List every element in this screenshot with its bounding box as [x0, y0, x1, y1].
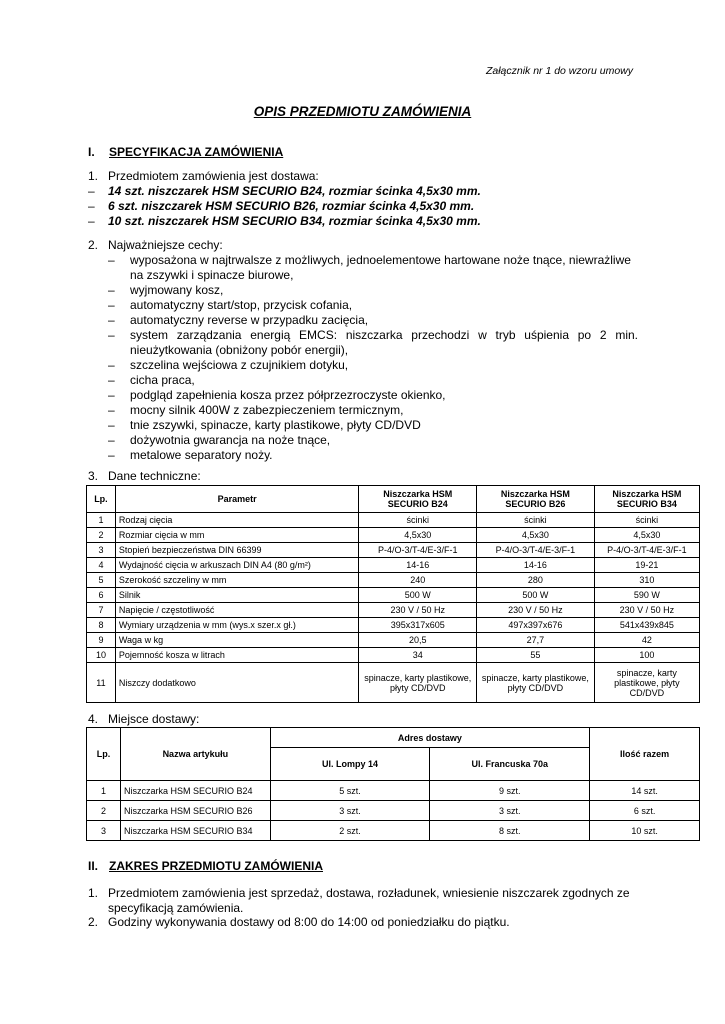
cell-b34: spinacze, karty plastikowe, płyty CD/DVD: [594, 663, 699, 703]
feature-item: [108, 328, 638, 358]
cell-parameter: Wydajność cięcia w arkuszach DIN A4 (80 g/m²): [115, 558, 359, 573]
cell-b26: 230 V / 50 Hz: [477, 603, 595, 618]
document-title-text: OPIS PRZEDMIOTU ZAMÓWIENIA: [253, 104, 472, 119]
dash-marker: –: [108, 418, 115, 432]
feature-text: dożywotnia gwarancja na noże tnące,: [130, 433, 331, 447]
header-b24: [359, 486, 477, 513]
cell-b24: 395x317x605: [359, 618, 477, 633]
cell-b26: 500 W: [477, 588, 595, 603]
header-delivery-address: Adres dostawy: [270, 728, 589, 748]
cell-lp: 2: [87, 801, 121, 821]
item-2-number: 2.: [88, 238, 99, 252]
cell-b24: 230 V / 50 Hz: [359, 603, 477, 618]
cell-b34: 4,5x30: [594, 528, 699, 543]
cell-article-name: Niszczarka HSM SECURIO B34: [120, 821, 270, 841]
header-b34-line2: SECURIO B34: [616, 499, 677, 509]
table-header-row: [87, 486, 700, 513]
cell-b34: 100: [594, 648, 699, 663]
table-header-row: [87, 728, 700, 748]
feature-item: [108, 448, 638, 463]
scope-item-1-text: Przedmiotem zamówienia jest sprzedaż, dostawa, rozładunek, wniesienie niszczarek zgodnych ze specyfikacją zamówienia.: [108, 886, 630, 915]
cell-b34: P-4/O-3/T-4/E-3/F-1: [594, 543, 699, 558]
cell-parameter: Rozmiar cięcia w mm: [115, 528, 359, 543]
order-line: [88, 214, 648, 229]
cell-parameter: Stopień bezpieczeństwa DIN 66399: [115, 543, 359, 558]
cell-lp: 2: [87, 528, 116, 543]
section-1-title: SPECYFIKACJA ZAMÓWIENIA: [109, 145, 284, 159]
dash-marker: –: [108, 433, 115, 447]
cell-b24: 240: [359, 573, 477, 588]
section-1-heading: [88, 145, 283, 159]
cell-parameter: Wymiary urządzenia w mm (wys.x szer.x gł.): [115, 618, 359, 633]
scope-item-1-number: 1.: [88, 886, 99, 900]
feature-item: [108, 433, 638, 448]
table-row: [87, 588, 700, 603]
section-2-number: II.: [88, 859, 99, 873]
table-row: [87, 648, 700, 663]
cell-b34: 230 V / 50 Hz: [594, 603, 699, 618]
section-2-heading: [88, 859, 323, 873]
feature-text: automatyczny reverse w przypadku zacięcia,: [130, 313, 369, 327]
table-row: [87, 801, 700, 821]
table-row: [87, 633, 700, 648]
item-4-number: 4.: [88, 712, 99, 726]
feature-item: [108, 298, 638, 313]
cell-qty-francuska: 9 szt.: [430, 781, 590, 801]
cell-lp: 1: [87, 781, 121, 801]
cell-qty-total: 14 szt.: [590, 781, 700, 801]
cell-b26: 497x397x676: [477, 618, 595, 633]
cell-lp: 6: [87, 588, 116, 603]
table-row: [87, 573, 700, 588]
cell-b34: 19-21: [594, 558, 699, 573]
cell-lp: 1: [87, 513, 116, 528]
cell-lp: 8: [87, 618, 116, 633]
feature-item: [108, 313, 638, 328]
dash-marker: –: [88, 199, 95, 213]
feature-item: [108, 418, 638, 433]
dash-marker: –: [108, 358, 115, 372]
cell-parameter: Niszczy dodatkowo: [115, 663, 359, 703]
cell-parameter: Waga w kg: [115, 633, 359, 648]
cell-b26: 55: [477, 648, 595, 663]
header-b34: [594, 486, 699, 513]
item-3-number: 3.: [88, 469, 99, 483]
cell-lp: 7: [87, 603, 116, 618]
annex-note: Załącznik nr 1 do wzoru umowy: [485, 65, 633, 77]
scope-item-2-number: 2.: [88, 915, 99, 929]
item-2-text: Najważniejsze cechy:: [108, 238, 223, 252]
cell-b26: 4,5x30: [477, 528, 595, 543]
cell-lp: 3: [87, 821, 121, 841]
feature-text: wyposażona w najtrwalsze z możliwych, jednoelementowe hartowane noże tnące, niewrażliwe na zszywki i spinacze biurowe,: [130, 253, 631, 282]
cell-b26: 280: [477, 573, 595, 588]
feature-text: szczelina wejściowa z czujnikiem dotyku,: [130, 358, 349, 372]
table-row: [87, 528, 700, 543]
cell-b34: 310: [594, 573, 699, 588]
section-2-title: ZAKRES PRZEDMIOTU ZAMÓWIENIA: [109, 859, 323, 873]
item-1-text: Przedmiotem zamówienia jest dostawa:: [108, 169, 319, 183]
cell-lp: 11: [87, 663, 116, 703]
cell-b26: spinacze, karty plastikowe, płyty CD/DVD: [477, 663, 595, 703]
cell-parameter: Szerokość szczeliny w mm: [115, 573, 359, 588]
cell-b26: 14-16: [477, 558, 595, 573]
cell-qty-francuska: 8 szt.: [430, 821, 590, 841]
cell-qty-lompy: 3 szt.: [270, 801, 430, 821]
header-b34-line1: Niszczarka HSM: [612, 489, 682, 499]
dash-marker: –: [108, 313, 115, 327]
cell-article-name: Niszczarka HSM SECURIO B26: [120, 801, 270, 821]
cell-qty-lompy: 2 szt.: [270, 821, 430, 841]
cell-qty-total: 6 szt.: [590, 801, 700, 821]
cell-parameter: Rodzaj cięcia: [115, 513, 359, 528]
feature-item: [108, 403, 638, 418]
scope-item-2-text: Godziny wykonywania dostawy od 8:00 do 14:00 od poniedziałku do piątku.: [108, 915, 510, 929]
cell-qty-lompy: 5 szt.: [270, 781, 430, 801]
cell-lp: 3: [87, 543, 116, 558]
table-row: [87, 663, 700, 703]
dash-marker: –: [108, 388, 115, 402]
cell-lp: 10: [87, 648, 116, 663]
section-1-number: I.: [88, 145, 95, 159]
cell-b24: 14-16: [359, 558, 477, 573]
feature-list: [108, 253, 638, 463]
feature-text: tnie zszywki, spinacze, karty plastikowe, płyty CD/DVD: [130, 418, 421, 432]
document-title: [0, 104, 725, 119]
item-1-number: 1.: [88, 169, 99, 183]
cell-b26: 27,7: [477, 633, 595, 648]
header-b24-line1: Niszczarka HSM: [383, 489, 453, 499]
feature-text: wyjmowany kosz,: [130, 283, 224, 297]
cell-article-name: Niszczarka HSM SECURIO B24: [120, 781, 270, 801]
item-3-text: Dane techniczne:: [108, 469, 201, 483]
feature-text: metalowe separatory noży.: [130, 448, 273, 462]
feature-text: system zarządzania energią EMCS: niszczarka przechodzi w tryb uśpienia po 2 min. nieużytkowania (obniżony pobór energii),: [130, 328, 638, 357]
cell-b24: 4,5x30: [359, 528, 477, 543]
table-row: [87, 543, 700, 558]
table-row: [87, 821, 700, 841]
cell-parameter: Pojemność kosza w litrach: [115, 648, 359, 663]
cell-b24: 20,5: [359, 633, 477, 648]
header-lp: Lp.: [87, 728, 121, 781]
dash-marker: –: [88, 214, 95, 228]
header-b24-line2: SECURIO B24: [387, 499, 448, 509]
order-line-text: 14 szt. niszczarek HSM SECURIO B24, rozmiar ścinka 4,5x30 mm.: [108, 184, 481, 198]
header-parameter: Parametr: [115, 486, 359, 513]
cell-lp: 4: [87, 558, 116, 573]
header-total-quantity: Ilość razem: [590, 728, 700, 781]
table-row: [87, 513, 700, 528]
cell-b34: 590 W: [594, 588, 699, 603]
order-lines: [88, 184, 648, 229]
dash-marker: –: [108, 403, 115, 417]
scope-item-1: [88, 886, 648, 916]
header-b26-line2: SECURIO B26: [505, 499, 566, 509]
dash-marker: –: [108, 283, 115, 297]
cell-qty-francuska: 3 szt.: [430, 801, 590, 821]
header-b26-line1: Niszczarka HSM: [500, 489, 570, 499]
feature-item: [108, 283, 638, 298]
header-address-francuska: Ul. Francuska 70a: [430, 748, 590, 781]
order-line: [88, 199, 648, 214]
dash-marker: –: [108, 253, 115, 267]
table-row: [87, 558, 700, 573]
dash-marker: –: [108, 373, 115, 387]
header-b26: [477, 486, 595, 513]
cell-b26: ścinki: [477, 513, 595, 528]
item-4-text: Miejsce dostawy:: [108, 712, 200, 726]
technical-data-table: [86, 485, 700, 703]
feature-item: [108, 253, 638, 283]
feature-text: automatyczny start/stop, przycisk cofania,: [130, 298, 353, 312]
cell-parameter: Napięcie / częstotliwość: [115, 603, 359, 618]
cell-qty-total: 10 szt.: [590, 821, 700, 841]
cell-b24: 34: [359, 648, 477, 663]
cell-b24: ścinki: [359, 513, 477, 528]
table-row: [87, 603, 700, 618]
dash-marker: –: [108, 328, 115, 342]
cell-b24: spinacze, karty plastikowe, płyty CD/DVD: [359, 663, 477, 703]
dash-marker: –: [88, 184, 95, 198]
header-address-lompy: Ul. Lompy 14: [270, 748, 430, 781]
cell-parameter: Silnik: [115, 588, 359, 603]
cell-b26: P-4/O-3/T-4/E-3/F-1: [477, 543, 595, 558]
table-row: [87, 781, 700, 801]
cell-lp: 5: [87, 573, 116, 588]
order-line-text: 10 szt. niszczarek HSM SECURIO B34, rozmiar ścinka 4,5x30 mm.: [108, 214, 481, 228]
cell-b34: ścinki: [594, 513, 699, 528]
header-lp: Lp.: [87, 486, 116, 513]
feature-text: mocny silnik 400W z zabezpieczeniem termicznym,: [130, 403, 404, 417]
dash-marker: –: [108, 448, 115, 462]
header-article-name: Nazwa artykułu: [120, 728, 270, 781]
cell-b34: 541x439x845: [594, 618, 699, 633]
feature-text: podgląd zapełnienia kosza przez półprzezroczyste okienko,: [130, 388, 446, 402]
cell-b34: 42: [594, 633, 699, 648]
cell-b24: P-4/O-3/T-4/E-3/F-1: [359, 543, 477, 558]
feature-item: [108, 358, 638, 373]
order-line-text: 6 szt. niszczarek HSM SECURIO B26, rozmiar ścinka 4,5x30 mm.: [108, 199, 475, 213]
feature-item: [108, 373, 638, 388]
cell-b24: 500 W: [359, 588, 477, 603]
feature-item: [108, 388, 638, 403]
delivery-table: [86, 727, 700, 841]
dash-marker: –: [108, 298, 115, 312]
cell-lp: 9: [87, 633, 116, 648]
table-row: [87, 618, 700, 633]
feature-text: cicha praca,: [130, 373, 195, 387]
order-line: [88, 184, 648, 199]
